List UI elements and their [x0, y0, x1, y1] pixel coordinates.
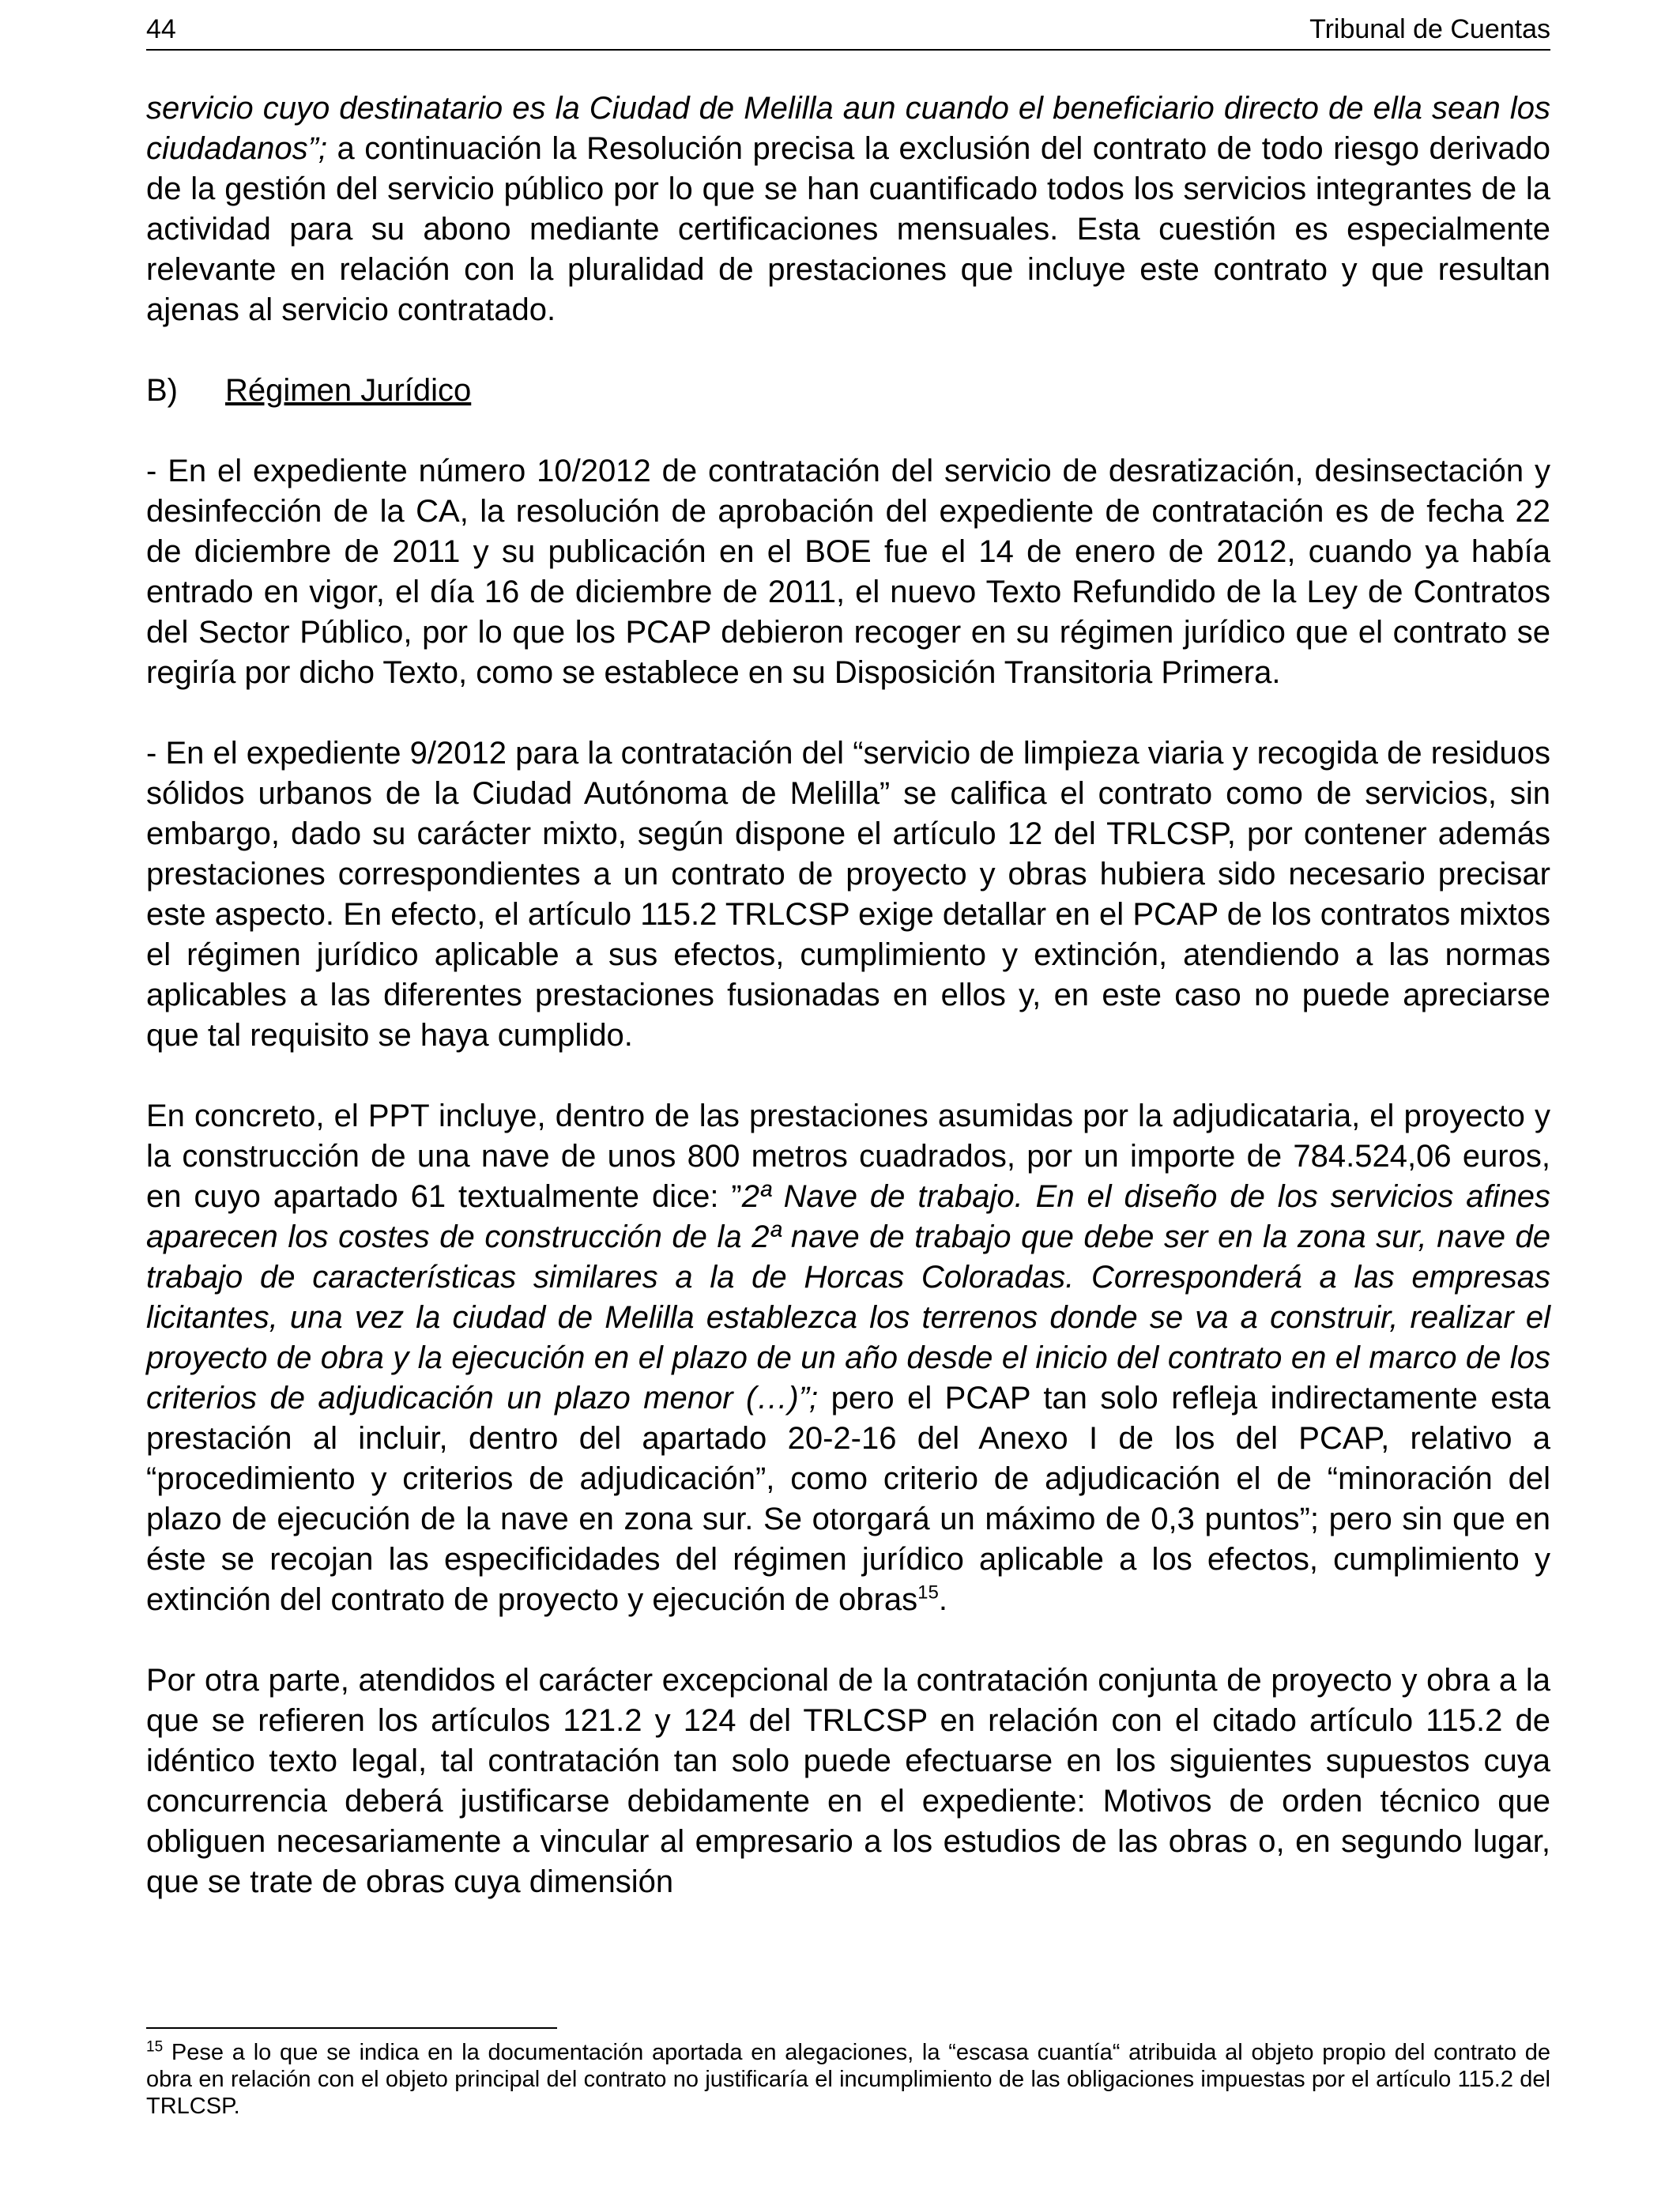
paragraph-4 — [146, 1096, 1550, 1620]
paragraph-2: - En el expediente número 10/2012 de contratación del servicio de desratización, desinsectación y desinfección de la CA, la resolución de aprobación del expediente de contratación es de fecha 22 de diciembre de 2011 y su publicación en el BOE fue el 14 de enero de 2012, cuando ya había entrado en vigor, el día 16 de diciembre de 2011, el nuevo Texto Refundido de la Ley de Contratos del Sector Público, por lo que los PCAP debieron recoger en su régimen jurídico que el contrato se regiría por dicho Texto, como se establece en su Disposición Transitoria Primera. — [146, 454, 1550, 690]
running-title: Tribunal de Cuentas — [1309, 14, 1550, 44]
footnote-separator — [146, 2027, 557, 2029]
body-text — [146, 89, 1550, 1902]
page-header — [146, 11, 1550, 51]
paragraph-1-text: a continuación la Resolución precisa la exclusión del contrato de todo riesgo derivado de la gestión del servicio público por lo que se han cuantificado todos los servicios integrantes de la actividad para su abono mediante certificaciones mensuales. Esta cuestión es especialmente relevante en relación con la pluralidad de prestaciones que incluye este contrato y que resultan ajenas al servicio contratado. — [146, 131, 1550, 327]
italic-quote: 2ª Nave de trabajo. En el diseño de los servicios afines aparecen los costes de construcción de la 2ª nave de trabajo que debe ser en la zona sur, nave de trabajo de características similares a la de Horcas Coloradas. Corresponderá a las empresas licitantes, una vez la ciudad de Melilla establezca los terrenos donde se va a construir, realizar el proyecto de obra y la ejecución en el plazo de un año desde el inicio del contrato en el marco de los criterios de adjudicación un plazo menor (…)”; — [146, 1179, 1550, 1416]
paragraph-5: Por otra parte, atendidos el carácter excepcional de la contratación conjunta de proyecto y obra a la que se refieren los artículos 121.2 y 124 del TRLCSP en relación con el citado artículo 115.2 de idéntico texto legal, tal contratación tan solo puede efectuarse en los siguientes supuestos cuya concurrencia deberá justificarse debidamente en el expediente: Motivos de orden técnico que obliguen necesariamente a vincular al empresario a los estudios de las obras o, en segundo lugar, que se trate de obras cuya dimensión — [146, 1663, 1550, 1899]
footnote-text: Pese a lo que se indica en la documentación aportada en alegaciones, la “escasa cuantía“ atribuida al objeto propio del contrato de obra en relación con el objeto principal del contrato no justificaría el incumplimiento de las obligaciones impuestas por el artículo 115.2 del TRLCSP. — [146, 2040, 1550, 2119]
paragraph-3: - En el expediente 9/2012 para la contratación del “servicio de limpieza viaria y recogida de residuos sólidos urbanos de la Ciudad Autónoma de Melilla” se califica el contrato como de servicios, sin embargo, dado su carácter mixto, según dispone el artículo 12 del TRLCSP, por contener además prestaciones correspondientes a un contrato de proyecto y obras hubiera sido necesario precisar este aspecto. En efecto, el artículo 115.2 TRLCSP exige detallar en el PCAP de los contratos mixtos el régimen jurídico aplicable a sus efectos, cumplimiento y extinción, atendiendo a las normas aplicables a las diferentes prestaciones fusionadas en ellos y, en este caso no puede apreciarse que tal requisito se haya cumplido. — [146, 736, 1550, 1053]
paragraph-4-text: En concreto, el PPT incluye, dentro de las prestaciones asumidas por la adjudicataria, el proyecto y la construcción de una nave de unos 800 metros cuadrados, por un importe de 784.524,06 euros, en cuyo apartado 61 textualmente dice: ” — [146, 1099, 1550, 1214]
paragraph-4-continuation: pero el PCAP tan solo refleja indirectamente esta prestación al incluir, dentro del apartado 20-2-16 del Anexo I de los del PCAP, relativo a “procedimiento y criterios de adjudicación”, como criterio de adjudicación el de “minoración del plazo de ejecución de la nave en zona sur. Se otorgará un máximo de 0,3 puntos”; pero sin que en éste se recojan las especificidades del régimen jurídico aplicable a los efectos, cumplimiento y extinción del contrato de proyecto y ejecución de obras — [146, 1381, 1550, 1617]
section-title: Régimen Jurídico — [225, 373, 472, 408]
page-number: 44 — [146, 14, 176, 44]
section-heading — [146, 371, 1550, 411]
paragraph-1 — [146, 89, 1550, 330]
footnote — [146, 2039, 1550, 2120]
section-letter: B) — [146, 373, 178, 408]
footnote-number: 15 — [146, 2038, 164, 2056]
footnote-reference[interactable]: 15 — [917, 1581, 939, 1604]
italic-quote: servicio cuyo destinatario es la Ciudad de Melilla aun cuando el beneficiario directo de ella sean los ciudadanos”; — [146, 91, 1550, 166]
paragraph-4-end: . — [938, 1582, 947, 1617]
